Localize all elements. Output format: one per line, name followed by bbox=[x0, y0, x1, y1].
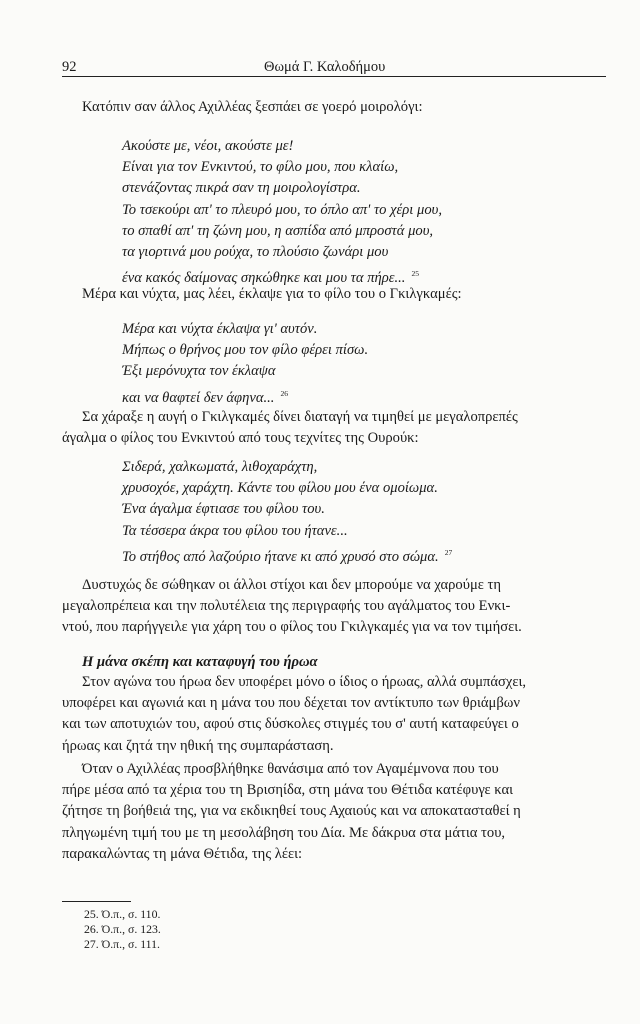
paragraph-lost-verses bbox=[62, 575, 607, 639]
text-line: μεγαλοπρέπεια και την πολυτέλεια της περιγραφής του αγάλματος του Ενκι- bbox=[62, 598, 511, 615]
verse-block-1 bbox=[122, 136, 602, 289]
footnote-26: 26. Ό.π., σ. 123. bbox=[84, 922, 161, 936]
verse-line: Μέρα και νύχτα έκλαψα γι' αυτόν. bbox=[122, 321, 318, 337]
verse-line bbox=[122, 542, 602, 568]
paragraph-achilles-thetis bbox=[62, 759, 607, 865]
verse-line: Σιδερά, χαλκωματά, λιθοχαράχτη, bbox=[122, 459, 318, 475]
paragraph-hero-mother bbox=[62, 672, 607, 757]
text-line: Στον αγώνα του ήρωα δεν υποφέρει μόνο ο ίδιος ο ήρωας, αλλά συμπάσχει, bbox=[82, 674, 527, 690]
text-line: υποφέρει και αγωνιά και η μάνα του που δέχεται τον αντίκτυπο των θριάμβων bbox=[62, 695, 520, 712]
verse-line: τα γιορτινά μου ρούχα, το πλούσιο ζωνάρι μου bbox=[122, 244, 389, 261]
footnote-rule bbox=[62, 901, 131, 902]
verse-line: Ακούστε με, νέοι, ακούστε με! bbox=[122, 138, 294, 154]
text-line: Σα χάραξε η αυγή ο Γκιλγκαμές δίνει διαταγή να τιμηθεί με μεγαλοπρεπές bbox=[82, 409, 518, 425]
footnote-ref: 25 bbox=[411, 269, 419, 279]
text-line: ήρωας και ζητά την ηθική της συμπαράσταση. bbox=[62, 737, 334, 754]
verse-text: ένα κακός δαίμονας σηκώθηκε και μου τα πήρε... bbox=[122, 270, 406, 287]
text-line: και των αποτυχιών του, αφού στις δύσκολες στιγμές του σ' αυτή καταφεύγει ο bbox=[62, 716, 519, 733]
intro-paragraph-1: Κατόπιν σαν άλλος Αχιλλέας ξεσπάει σε γοερό μοιρολόγι: bbox=[82, 99, 423, 115]
verse-line: Μήπως ο θρήνος μου τον φίλο φέρει πίσω. bbox=[122, 342, 369, 359]
verse-line: το σπαθί απ' τη ζώνη μου, η ασπίδα από μπροστά μου, bbox=[122, 222, 434, 239]
text-line: ντού, που παρήγγειλε για χάρη του ο φίλος του Γκιλγκαμές για να τον τιμήσει. bbox=[62, 619, 522, 636]
footnote-25: 25. Ό.π., σ. 110. bbox=[84, 907, 161, 921]
header-rule bbox=[62, 76, 606, 77]
verse-block-3 bbox=[122, 457, 602, 568]
verse-line bbox=[122, 383, 602, 409]
verse-text: και να θαφτεί δεν άφηνα... bbox=[122, 389, 275, 406]
verse-line: στενάζοντας πικρά σαν τη μοιρολογίστρα. bbox=[122, 180, 361, 197]
text-line: πληγωμένη τιμή του με τη μεσολάβηση του Δία. Με δάκρυα στα μάτια του, bbox=[62, 824, 506, 841]
footnote-27: 27. Ό.π., σ. 111. bbox=[84, 937, 160, 951]
verse-line: Έξι μερόνυχτα τον έκλαψα bbox=[122, 363, 276, 380]
footnote-ref: 26 bbox=[280, 388, 288, 398]
text-line: Όταν ο Αχιλλέας προσβλήθηκε θανάσιμα από τον Αγαμέμνονα που του bbox=[82, 761, 499, 777]
verse-line: Τα τέσσερα άκρα του φίλου του ήτανε... bbox=[122, 522, 348, 539]
intro-paragraph-2: Μέρα και νύχτα, μας λέει, έκλαψε για το φίλο του ο Γκιλγκαμές: bbox=[82, 286, 462, 302]
verse-line: Ένα άγαλμα έφτιασε του φίλου του. bbox=[122, 501, 325, 518]
page-number: 92 bbox=[62, 59, 77, 75]
verse-line: Το τσεκούρι απ' το πλευρό μου, το όπλο απ' το χέρι μου, bbox=[122, 201, 442, 218]
text-line: παρακαλώντας τη μάνα Θέτιδα, της λέει: bbox=[62, 845, 303, 862]
text-line: άγαλμα ο φίλος του Ενκιντού από τους τεχνίτες της Ουρούκ: bbox=[62, 430, 419, 447]
text-line: Δυστυχώς δε σώθηκαν οι άλλοι στίχοι και δεν μπορούμε να χαρούμε τη bbox=[82, 577, 502, 593]
footnote-ref: 27 bbox=[444, 547, 453, 557]
text-line: ζήτησε τη βοήθειά της, για να εκδικηθεί τους Αχαιούς και να αποκατασταθεί η bbox=[62, 803, 521, 820]
verse-line: χρυσοχόε, χαράχτη. Κάντε του φίλου μου ένα ομοίωμα. bbox=[122, 480, 438, 497]
text-line: πήρε μέσα από τα χέρια του τη Βρισηίδα, στη μάνα του Θέτιδα κατέφυγε και bbox=[62, 782, 514, 799]
running-title: Θωμά Γ. Καλοδήμου bbox=[264, 59, 386, 75]
paragraph-statue-order bbox=[62, 407, 607, 449]
verse-block-2 bbox=[122, 319, 602, 409]
verse-line: Είναι για τον Ενκιντού, το φίλο μου, που κλαίω, bbox=[122, 159, 399, 176]
verse-text: Το στήθος από λαζούριο ήτανε κι από χρυσό στο σώμα. bbox=[122, 548, 439, 565]
section-heading: Η μάνα σκέπη και καταφυγή του ήρωα bbox=[82, 654, 318, 670]
